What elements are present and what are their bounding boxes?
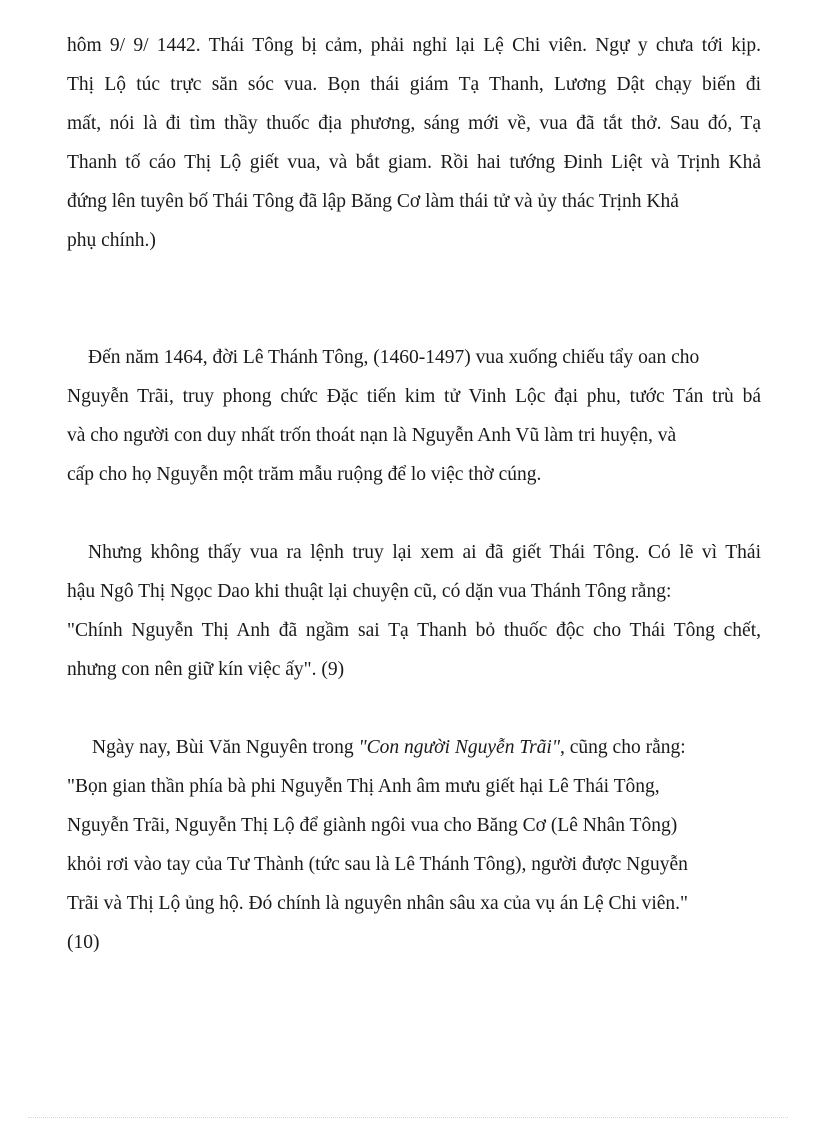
text-line: "Chính Nguyễn Thị Anh đã ngầm sai Tạ Thanh bỏ thuốc độc cho Thái Tông chết, <box>67 620 761 641</box>
text-line: Nguyễn Trãi, truy phong chức Đặc tiến kim tử Vinh Lộc đại phu, tước Tán trù bá <box>67 386 761 407</box>
text-line: Đến năm 1464, đời Lê Thánh Tông, (1460-1497) vua xuống chiếu tẩy oan cho <box>88 347 700 368</box>
text-line: cấp cho họ Nguyễn một trăm mẫu ruộng để lo việc thờ cúng. <box>67 464 542 485</box>
text-line: Thị Lộ túc trực săn sóc vua. Bọn thái giám Tạ Thanh, Lương Dật chạy biến đi <box>67 74 761 95</box>
text-line: phụ chính.) <box>67 230 156 251</box>
text-line: hậu Ngô Thị Ngọc Dao khi thuật lại chuyện cũ, có dặn vua Thánh Tông rằng: <box>67 581 672 602</box>
text-line: mất, nói là đi tìm thầy thuốc địa phương, sáng mới về, vua đã tắt thở. Sau đó, Tạ <box>67 113 761 134</box>
text-line: Trãi và Thị Lộ ủng hộ. Đó chính là nguyên nhân sâu xa của vụ án Lệ Chi viên." <box>67 893 689 914</box>
text-line: Nhưng không thấy vua ra lệnh truy lại xem ai đã giết Thái Tông. Có lẽ vì Thái <box>88 542 761 563</box>
text-line: hôm 9/ 9/ 1442. Thái Tông bị cảm, phải nghỉ lại Lệ Chi viên. Ngự y chưa tới kịp. <box>67 35 761 56</box>
text-line: đứng lên tuyên bố Thái Tông đã lập Băng Cơ làm thái tử và ủy thác Trịnh Khả <box>67 191 679 212</box>
book-title: "Con người Nguyễn Trãi" <box>358 737 561 758</box>
text-segment: Ngày nay, Bùi Văn Nguyên trong <box>92 737 359 758</box>
text-segment: , cũng cho rằng: <box>560 737 686 758</box>
text-line: Nguyễn Trãi, Nguyễn Thị Lộ để giành ngôi vua cho Băng Cơ (Lê Nhân Tông) <box>67 815 678 836</box>
text-line: (10) <box>67 932 100 953</box>
text-line: khỏi rơi vào tay của Tư Thành (tức sau là Lê Thánh Tông), người được Nguyễn <box>67 854 688 875</box>
text-line <box>92 738 686 758</box>
text-line: "Bọn gian thần phía bà phi Nguyễn Thị Anh âm mưu giết hại Lê Thái Tông, <box>67 776 660 797</box>
text-line: và cho người con duy nhất trốn thoát nạn là Nguyễn Anh Vũ làm tri huyện, và <box>67 425 677 446</box>
text-line: Thanh tố cáo Thị Lộ giết vua, và bắt giam. Rồi hai tướng Đinh Liệt và Trịnh Khả <box>67 152 761 173</box>
text-line: nhưng con nên giữ kín việc ấy". (9) <box>67 659 345 680</box>
page-bottom-divider <box>28 1117 788 1118</box>
